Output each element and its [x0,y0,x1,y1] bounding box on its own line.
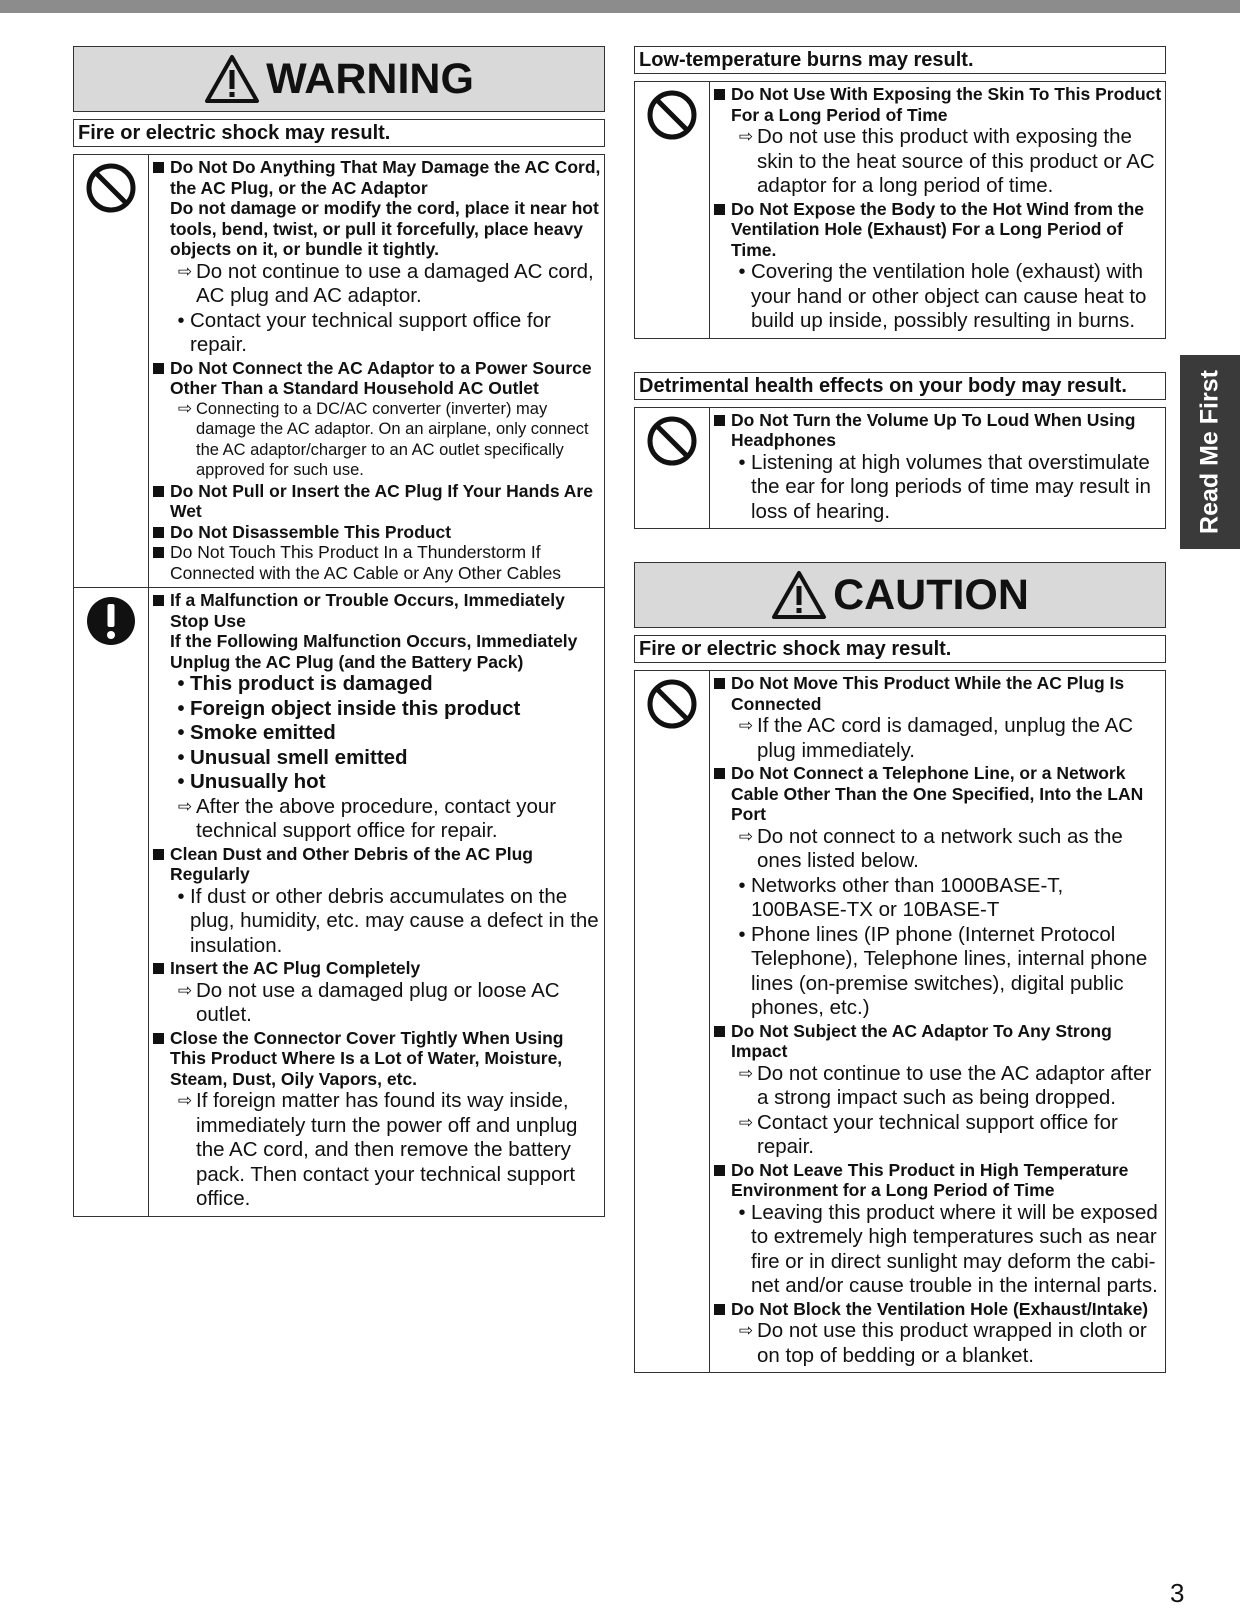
arrow-icon: ⇨ [738,826,754,846]
bullet-icon: • [177,309,185,332]
list-item: Do Not Disassemble This Product [153,522,602,543]
bullet-icon: • [738,1201,746,1224]
caution-title: CAUTION [833,570,1029,619]
list-item: Do Not Do Anything That May Damage the AC Cord, the AC Plug, or the AC Adaptor Do not damage or modify the cord, place it near hot tools, bend, twist, or pull it forcefully, place heavy objects on it, or bundle it tightly. [153,157,602,260]
list-item: Do Not Subject the AC Adaptor To Any Strong Impact [714,1021,1163,1062]
bullet-icon: • [738,923,746,946]
arrow-icon: ⇨ [177,398,193,418]
list-item: Do Not Connect a Telephone Line, or a Network Cable Other Than the One Specified, Into the LAN Port [714,763,1163,825]
square-bullet-icon [714,204,725,215]
bullet-icon: • [177,771,185,793]
caution-header [634,562,1166,628]
side-tab-read-me-first: Read Me First [1180,355,1240,549]
page-number: 3 [1170,1578,1185,1608]
prohibition-icon [645,414,699,468]
arrow-icon: ⇨ [738,1112,754,1132]
square-bullet-icon [153,595,164,606]
prohibition-icon [645,677,699,731]
health-block: Do Not Turn the Volume Up To Loud When Using Headphones • Listening at high volumes that overstimulate the ear for long periods of time may result in loss of hearing. [634,407,1166,530]
square-bullet-icon [153,363,164,374]
warning-triangle-icon [204,54,260,104]
warning-column [73,46,605,1217]
bullet-icon: • [738,874,746,897]
prohibition-icon [645,88,699,142]
bullet-icon: • [177,673,185,695]
list-item: Do Not Turn the Volume Up To Loud When Using Headphones [714,410,1163,451]
caution-block: Do Not Move This Product While the AC Plug Is Connected ⇨ If the AC cord is damaged, unplug the AC plug immediately. Do Not Connect a Telephone Line, or a Network Cable Other Than the One Specified, Into the LAN Port ⇨ Do not connect to a network such as the ones listed below. • Networks other than 1000BASE-T, 100BASE-TX or 10BASE-T • Phone lines (IP phone (Internet Protocol Telephone), Telephone lines, internal phone lines (on-premise switches), digital public phones, etc.) Do Not Subject the AC Adaptor To Any Strong Impact ⇨ Do not continue to use the AC adaptor after a strong impact such as being dropped. ⇨ Contact your technical support office for repair. Do Not Leave This Product in High Temperature Environment for a Long Period of Time • Leaving this product where it will be exposed to extremely high temperatures such as near fire or in direct sunlight may deform the cabinet and/or cause trouble in the internal parts. Do Not Block the Ventilation Hole (Exhaust/Intake) ⇨ Do not use this product wrapped in cloth or on top of bedding or a blanket. [634,670,1166,1373]
list-item: Do Not Touch This Product In a Thunderstorm If Connected with the AC Cable or Any Other Cables [153,542,602,583]
arrow-icon: ⇨ [738,716,754,735]
arrow-icon: ⇨ [738,127,754,146]
list-item: Close the Connector Cover Tightly When Using This Product Where Is a Lot of Water, Moisture, Steam, Dust, Oily Vapors, etc. [153,1028,602,1090]
square-bullet-icon [714,1026,725,1037]
top-bar [0,0,1240,13]
list-item: Insert the AC Plug Completely [153,958,602,979]
arrow-icon: ⇨ [177,261,193,281]
square-bullet-icon [153,963,164,974]
arrow-icon: ⇨ [738,1321,754,1340]
square-bullet-icon [153,162,164,173]
warning-prohibit-block: Do Not Do Anything That May Damage the AC Cord, the AC Plug, or the AC Adaptor Do not damage or modify the cord, place it near hot tools, bend, twist, or pull it forcefully, place heavy objects on it, or bundle it tightly. ⇨ Do not continue to use a damaged AC cord, AC plug and AC adaptor. • Contact your technical support office for repair. Do Not Connect the AC Adaptor to a Power Source Other Than a Standard Household AC Outlet ⇨ Connecting to a DC/AC converter (inverter) may damage the AC adaptor. On an airplane, only connect the AC adaptor/charger to an AC outlet specifically approved for such use. Do Not Pull or Insert the AC Plug If Your Hands Are Wet Do Not Disassemble This Product Do Not Touch This Product In a Thunderstorm If Connected with the AC Cable or Any Other Cables [73,154,605,588]
arrow-icon: ⇨ [177,980,193,1000]
bullet-icon: • [738,451,746,474]
warning-mandatory-block: If a Malfunction or Trouble Occurs, Immediately Stop Use If the Following Malfunction Occurs, Immediately Unplug the AC Plug (and the Battery Pack) • This product is damaged • Foreign object inside this product • Smoke emitted • Unusual smell emitted • Unusually hot ⇨ After the above procedure, contact your technical support office for repair. Clean Dust and Other Debris of the AC Plug Regularly • If dust or other debris accumulates on the plug, humidity, etc. may cause a defect in the insulation. Insert the AC Plug Completely ⇨ Do not use a damaged plug or loose AC outlet. Close the Connector Cover Tightly When Using This Product Where Is a Lot of Water, Moisture, Steam, Dust, Oily Vapors, etc. ⇨ If foreign matter has found its way inside, immediately turn the power off and unplug the AC cord, and then remove the battery pack. Then contact your technical support office. [73,588,605,1217]
health-header: Detrimental health effects on your body may result. [634,372,1166,400]
square-bullet-icon [714,1165,725,1176]
low-temp-block: Do Not Use With Exposing the Skin To This Product For a Long Period of Time ⇨ Do not use this product with exposing the skin to the heat source of this product or AC adaptor for a long period of time. Do Not Expose the Body to the Hot Wind from the Ventilation Hole (Exhaust) For a Long Period of Time. • Covering the ventilation hole (exhaust) with your hand or other object can cause heat to build up inside, possibly resulting in burns. [634,81,1166,339]
list-item: Do Not Move This Product While the AC Plug Is Connected [714,673,1163,714]
bullet-icon: • [177,722,185,744]
low-temp-header: Low-temperature burns may result. [634,46,1166,74]
square-bullet-icon [153,1033,164,1044]
bullet-icon: • [177,885,185,908]
list-item: If a Malfunction or Trouble Occurs, Immediately Stop Use If the Following Malfunction Occurs, Immediately Unplug the AC Plug (and the Battery Pack) [153,590,602,672]
list-item: Do Not Connect the AC Adaptor to a Power Source Other Than a Standard Household AC Outlet [153,358,602,399]
mandatory-action-icon [84,594,138,648]
list-item: Do Not Pull or Insert the AC Plug If Your Hands Are Wet [153,481,602,522]
arrow-icon: ⇨ [177,1091,193,1110]
caution-fire-header: Fire or electric shock may result. [634,635,1166,663]
square-bullet-icon [153,849,164,860]
warning-title: WARNING [266,54,474,103]
square-bullet-icon [714,768,725,779]
square-bullet-icon [714,678,725,689]
caution-triangle-icon [771,570,827,620]
list-item: Clean Dust and Other Debris of the AC Plug Regularly [153,844,602,885]
square-bullet-icon [714,1304,725,1315]
warning-header [73,46,605,112]
square-bullet-icon [714,415,725,426]
list-item: Do Not Expose the Body to the Hot Wind from the Ventilation Hole (Exhaust) For a Long Period of Time. [714,199,1163,261]
prohibition-icon [84,161,138,215]
square-bullet-icon [153,547,164,558]
warning-fire-header: Fire or electric shock may result. [73,119,605,147]
square-bullet-icon [153,527,164,538]
bullet-icon: • [177,697,185,720]
square-bullet-icon [714,89,725,100]
square-bullet-icon [153,486,164,497]
list-item: Do Not Use With Exposing the Skin To This Product For a Long Period of Time [714,84,1163,125]
arrow-icon: ⇨ [738,1063,754,1083]
bullet-icon: • [738,261,746,283]
right-column [634,46,1166,1373]
list-item: Do Not Block the Ventilation Hole (Exhaust/Intake) [714,1299,1163,1320]
bullet-icon: • [177,746,185,769]
arrow-icon: ⇨ [177,796,193,816]
list-item: Do Not Leave This Product in High Temperature Environment for a Long Period of Time [714,1160,1163,1201]
